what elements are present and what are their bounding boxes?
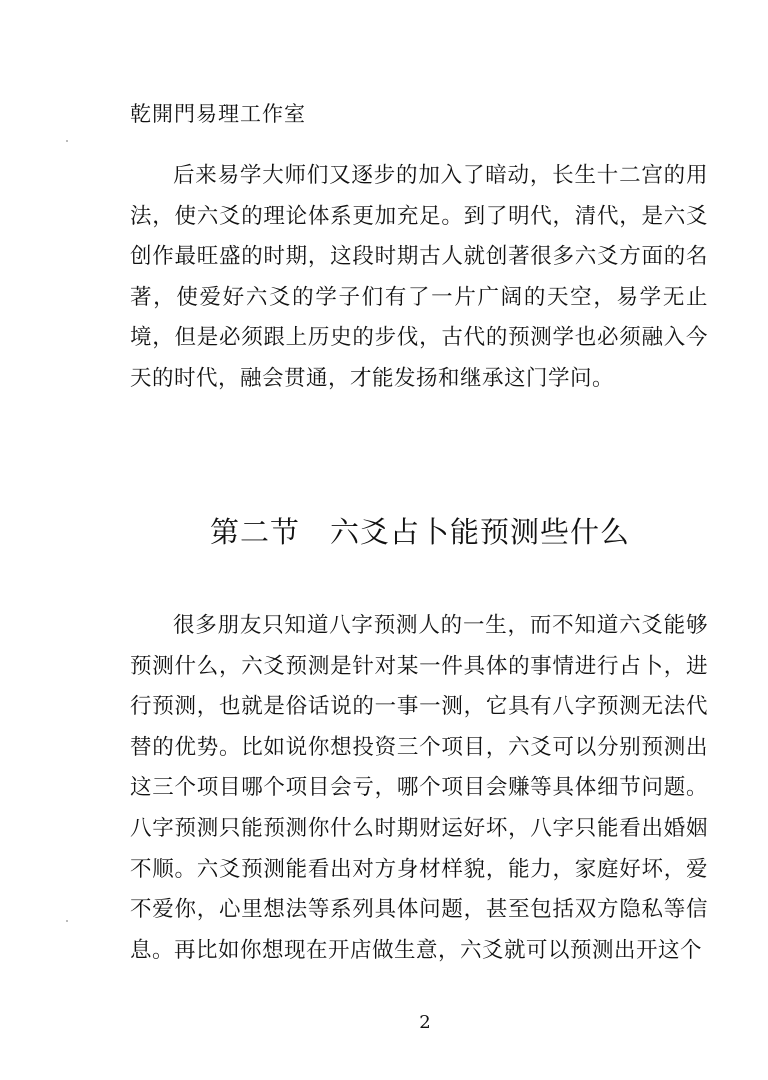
studio-header: 乾開門易理工作室 (130, 102, 306, 126)
scan-speck (66, 920, 68, 922)
section-heading (0, 510, 768, 551)
section-number: 第二节 (209, 515, 300, 549)
scan-speck (66, 140, 68, 142)
page-number: 2 (419, 1012, 431, 1033)
section-title-text: 六爻占卜能预测些什么 (330, 515, 631, 549)
paragraph-predictions: 很多朋友只知道八字预测人的一生，而不知道六爻能够预测什么，六爻预测是针对某一件具体的事情进行占卜，进行预测，也就是俗话说的一事一测，它具有八字预测无法代替的优势。比如说你想投资三个项目，六爻可以分别预测出这三个项目哪个项目会亏，哪个项目会赚等具体细节问题。八字预测只能预测你什么时期财运好坏，八字只能看出婚姻不顺。六爻预测能看出对方身材样貌，能力，家庭好坏，爱不爱你，心里想法等系列具体问题，甚至包括双方隐私等信息。再比如你想现在开店做生意，六爻就可以预测出开这个 (130, 613, 708, 963)
paragraph-history: 后来易学大师们又逐步的加入了暗动，长生十二宫的用法，使六爻的理论体系更加充足。到了明代，清代，是六爻创作最旺盛的时期，这段时期古人就创著很多六爻方面的名著，使爱好六爻的学子们有了一片广阔的天空，易学无止境，但是必须跟上历史的步伐，古代的预测学也必须融入今天的时代，融会贯通，才能发扬和继承这门学问。 (130, 163, 708, 391)
